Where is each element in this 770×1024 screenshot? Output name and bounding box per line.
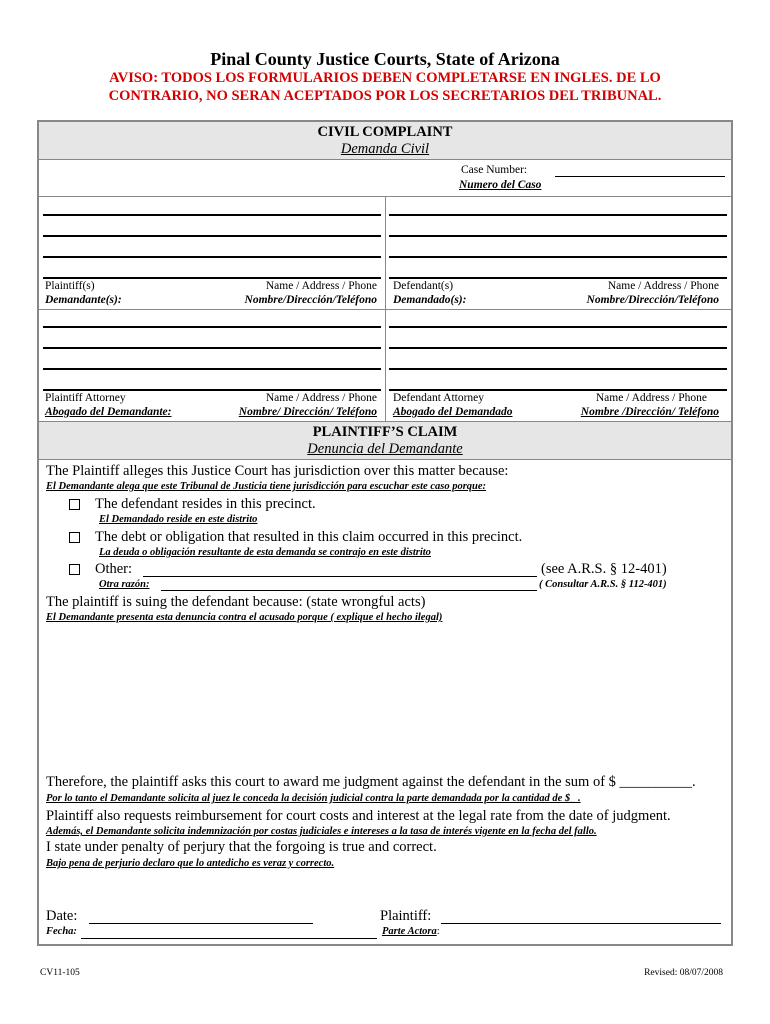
revised-date: Revised: 08/07/2008 — [644, 968, 723, 978]
defendant-attorney-label-es: Abogado del Demandado — [393, 406, 513, 418]
defendant-attorney-fields-label-es: Nombre /Dirección/ Teléfono — [580, 406, 719, 418]
case-number-field[interactable] — [555, 176, 725, 177]
aviso-line-2: CONTRARIO, NO SERAN ACEPTADOS POR LOS SECRETARIOS DEL TRIBUNAL. — [108, 88, 662, 104]
suing-reason-label: The plaintiff is suing the defendant because: (state wrongful acts) — [46, 594, 426, 610]
plaintiff-signature-colon: : — [436, 926, 440, 937]
debt-occurred-checkbox[interactable] — [69, 532, 80, 543]
plaintiff-attorney-label: Plaintiff Attorney — [45, 392, 126, 404]
defendant-attorney-address-line[interactable] — [389, 347, 727, 349]
form-frame — [37, 120, 733, 946]
option-debt-label: The debt or obligation that resulted in this claim occurred in this precinct. — [95, 529, 523, 545]
defendant-address-line[interactable] — [389, 235, 727, 237]
defendant-fields-label: Name / Address / Phone — [607, 280, 719, 292]
date-es-line — [81, 938, 377, 939]
plaintiffs-claim-title: PLAINTIFF’S CLAIM — [312, 424, 458, 440]
civil-complaint-subtitle: Demanda Civil — [340, 141, 430, 157]
court-title: Pinal County Justice Courts, State of Arizona — [210, 49, 560, 69]
plaintiff-attorney-label-es: Abogado del Demandante: — [45, 406, 172, 418]
option-other-ref: (see A.R.S. § 12-401) — [541, 561, 667, 577]
perjury-statement: I state under penalty of perjury that the forgoing is true and correct. — [46, 839, 437, 855]
plaintiff-address-line[interactable] — [43, 235, 381, 237]
defendant-attorney-fields-label: Name / Address / Phone — [595, 392, 707, 404]
perjury-statement-es: Bajo pena de perjurio declaro que lo antedicho es veraz y correcto. — [46, 858, 335, 869]
judgment-request-es: Por lo tanto el Demandante solicita al juez le conceda la decisión judicial contra la parte demandada por la cantidad de $_ . — [46, 793, 581, 804]
option-other-ref-es: ( Consultar A.R.S. § 112-401) — [539, 579, 667, 590]
date-label: Date: — [46, 908, 78, 924]
plaintiff-label-es: Demandante(s): — [45, 294, 122, 306]
costs-request-es: Además, el Demandante solicita indemnización por costas judiciales e intereses a la tasa de interés vigente en la fecha del fallo. — [46, 826, 597, 837]
plaintiff-signature-field[interactable] — [441, 923, 721, 924]
option-other-label-es: Otra razón: — [99, 579, 150, 590]
defendant-attorney-label: Defendant Attorney — [393, 392, 485, 404]
case-number-label: Case Number: — [461, 164, 528, 176]
plaintiff-attorney-name-line[interactable] — [43, 326, 381, 328]
option-resides-label-es: El Demandado reside en este distrito — [99, 514, 258, 525]
form-id: CV11-105 — [40, 968, 80, 978]
civil-complaint-header — [39, 122, 731, 160]
jurisdiction-statement: The Plaintiff alleges this Justice Court has jurisdiction over this matter because: — [46, 463, 509, 479]
plaintiff-attorney-fields-label: Name / Address / Phone — [265, 392, 377, 404]
plaintiff-attorney-fields-label-es: Nombre/ Dirección/ Teléfono — [238, 406, 377, 418]
case-number-label-es: Numero del Caso — [459, 179, 542, 191]
costs-request: Plaintiff also requests reimbursement for court costs and interest at the legal rate from the date of judgment. — [46, 808, 671, 824]
other-reason-es-line — [161, 590, 537, 591]
other-reason-field[interactable] — [143, 576, 537, 577]
plaintiff-fields-label-es: Nombre/Dirección/Teléfono — [244, 294, 377, 306]
wrongful-acts-area[interactable] — [46, 628, 726, 768]
divider — [39, 309, 731, 310]
plaintiff-signature-label-es: Parte Actora — [382, 926, 437, 937]
option-debt-label-es: La deuda o obligación resultante de esta demanda se contrajo en este distrito — [99, 547, 431, 558]
defendant-label: Defendant(s) — [393, 280, 454, 292]
date-field[interactable] — [89, 923, 313, 924]
plaintiff-attorney-city-line[interactable] — [43, 368, 381, 370]
plaintiff-fields-label: Name / Address / Phone — [265, 280, 377, 292]
defendant-name-line[interactable] — [389, 214, 727, 216]
other-checkbox[interactable] — [69, 564, 80, 575]
plaintiff-signature-label: Plaintiff: — [380, 908, 432, 924]
defendant-attorney-name-line[interactable] — [389, 326, 727, 328]
plaintiff-label: Plaintiff(s) — [45, 280, 95, 292]
option-other-label: Other: — [95, 561, 133, 577]
defendant-city-line[interactable] — [389, 256, 727, 258]
defendant-fields-label-es: Nombre/Dirección/Teléfono — [586, 294, 719, 306]
option-resides-label: The defendant resides in this precinct. — [95, 496, 316, 512]
defendant-label-es: Demandado(s): — [393, 294, 467, 306]
civil-complaint-title: CIVIL COMPLAINT — [317, 124, 453, 140]
resides-checkbox[interactable] — [69, 499, 80, 510]
date-label-es: Fecha: — [46, 926, 77, 937]
jurisdiction-statement-es: El Demandante alega que este Tribunal de Justicia tiene jurisdicción para escuchar este caso porque: — [46, 481, 487, 492]
defendant-attorney-city-line[interactable] — [389, 368, 727, 370]
judgment-request: Therefore, the plaintiff asks this court to award me judgment against the defendant in the sum of $ __________. — [46, 774, 696, 790]
plaintiff-attorney-address-line[interactable] — [43, 347, 381, 349]
plaintiffs-claim-subtitle: Denuncia del Demandante — [307, 441, 463, 457]
plaintiffs-claim-header — [39, 421, 731, 460]
plaintiff-signature-label-es-wrap — [382, 925, 440, 939]
aviso-line-1: AVISO: TODOS LOS FORMULARIOS DEBEN COMPLETARSE EN INGLES. DE LO — [109, 70, 661, 86]
plaintiff-name-line[interactable] — [43, 214, 381, 216]
plaintiff-city-line[interactable] — [43, 256, 381, 258]
suing-reason-label-es: El Demandante presenta esta denuncia contra el acusado porque ( explique el hecho ilegal) — [46, 612, 443, 623]
